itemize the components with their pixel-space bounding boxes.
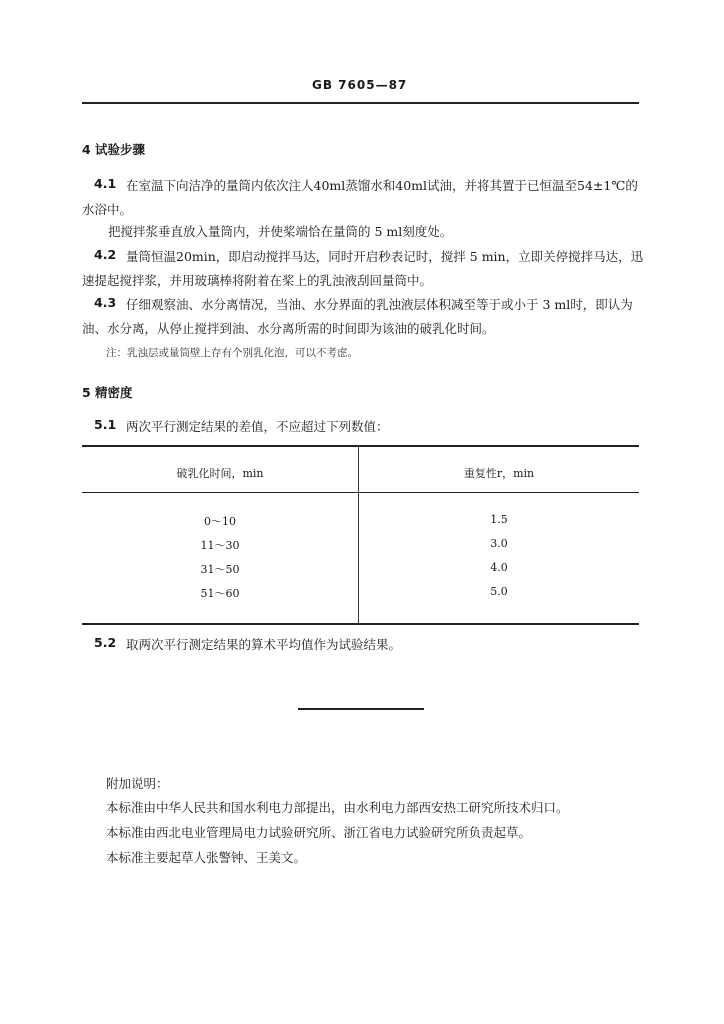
table-cell-range: 31～50 (200, 563, 240, 576)
table-cell-value: 1.5 (490, 513, 508, 526)
clause-5-2-text: 取两次平行测定结果的算术平均值作为试验结果。 (126, 637, 402, 652)
table-cell-value: 3.0 (490, 537, 508, 550)
table-header-repeatability: 重复性r，min (463, 467, 535, 480)
section-4-heading: 4 试验步骤 (82, 142, 146, 157)
table-bottom-rule (82, 623, 639, 625)
table-header-emulsion-time: 破乳化时间，min (176, 467, 264, 480)
clause-4-1-text-line3: 把搅拌浆垂直放入量筒内，并使桨端恰在量筒的 5 ml刻度处。 (108, 224, 453, 239)
appendix-line-1: 本标准由中华人民共和国水利电力部提出，由水利电力部西安热工研究所技术归口。 (106, 800, 569, 815)
standard-code-header: GB 7605—87 (312, 78, 408, 92)
table-cell-range: 0～10 (204, 515, 236, 528)
clause-4-3-number: 4.3 (94, 295, 117, 310)
clause-4-3-text-line2: 油、水分离，从停止搅拌到油、水分离所需的时间即为该油的破乳化时间。 (82, 321, 495, 336)
clause-5-1-number: 5.1 (94, 417, 117, 432)
appendix-line-2: 本标准由西北电业管理局电力试验研究所、浙江省电力试验研究所负责起草。 (106, 825, 532, 840)
clause-4-1-text-line1: 在室温下向洁净的量筒内依次注人40ml蒸馏水和40ml试油，并将其置于已恒温至54±1℃的 (126, 178, 638, 193)
clause-4-2-text-line2: 速提起搅拌浆，并用玻璃棒将附着在桨上的乳浊液刮回量筒中。 (82, 273, 433, 288)
header-rule (82, 102, 639, 104)
clause-4-3-text-line1: 仔细观察油、水分离情况，当油、水分界面的乳浊液层体积减至等于或小于 3 ml时，即认为 (126, 297, 633, 312)
clause-4-2-text-line1: 量筒恒温20min，即启动搅拌马达，同时开启秒表记时，搅拌 5 min，立即关停搅拌马达，迅 (126, 249, 644, 264)
clause-4-2-number: 4.2 (94, 247, 117, 262)
section-5-heading: 5 精密度 (82, 385, 133, 400)
clause-5-1-text: 两次平行测定结果的差值，不应超过下列数值： (126, 419, 389, 434)
appendix-line-3: 本标准主要起草人张警钟、王美文。 (106, 850, 307, 865)
clause-4-1-number: 4.1 (94, 176, 117, 191)
clause-note: 注：乳浊层或量筒壁上存有个别乳化泡，可以不考虑。 (106, 347, 358, 359)
table-top-rule (82, 445, 639, 447)
table-header-rule (82, 492, 639, 493)
table-cell-value: 5.0 (490, 585, 508, 598)
table-cell-range: 11～30 (200, 539, 240, 552)
table-cell-range: 51～60 (200, 587, 240, 600)
appendix-title: 附加说明： (106, 776, 169, 791)
table-cell-value: 4.0 (490, 561, 508, 574)
end-of-text-rule (298, 708, 424, 710)
clause-4-1-text-line2: 水浴中。 (82, 202, 133, 217)
clause-5-2-number: 5.2 (94, 635, 117, 650)
